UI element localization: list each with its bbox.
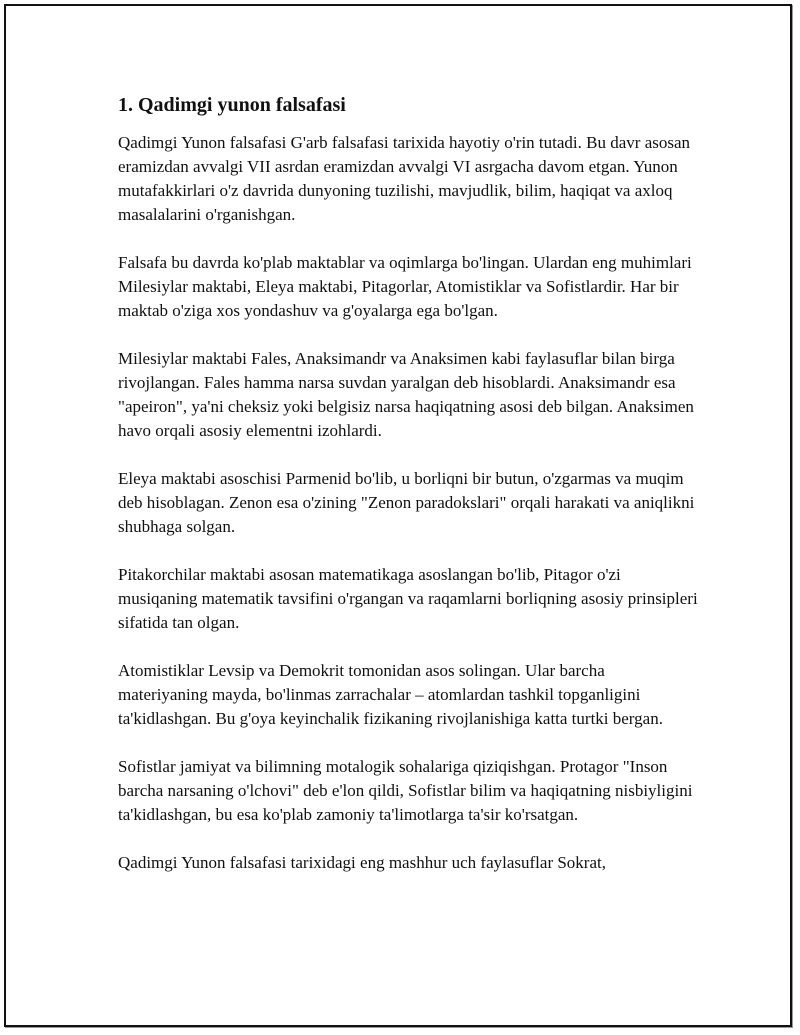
paragraph-6: Atomistiklar Levsip va Demokrit tomonidan asos solingan. Ular barcha materiyaning mayda, bo'linmas zarrachalar – atomlardan tashkil topganligini ta'kidlashgan. Bu g'oya keyinchalik fizikaning rivojlanishiga katta turtki bergan. (118, 661, 663, 728)
paragraph-1: Qadimgi Yunon falsafasi G'arb falsafasi tarixida hayotiy o'rin tutadi. Bu davr asosan eramizdan avvalgi VII asrdan eramizdan avvalgi VI asrgacha davom etgan. Yunon mutafakkirlari o'z davrida dunyoning tuzilishi, mavjudlik, bilim, haqiqat va axloq masalalarini o'rganishgan. (118, 133, 691, 224)
paragraph-7: Sofistlar jamiyat va bilimning motalogik sohalariga qiziqishgan. Protagor "Inson barcha narsaning o'lchovi" deb e'lon qildi, Sofistlar bilim va haqiqatning nisbiyligini ta'kidlashgan, bu esa ko'plab zamoniy ta'limotlarga ta'sir ko'rsatgan. (118, 757, 693, 824)
paragraph-3: Milesiylar maktabi Fales, Anaksimandr va Anaksimen kabi faylasuflar bilan birga rivojlangan. Fales hamma narsa suvdan yaralgan deb hisoblardi. Anaksimandr esa "apeiron", ya'ni cheksiz yoki belgisiz narsa haqiqatning asosi deb bilgan. Anaksimen havo orqali asosiy elementni izohlardi. (118, 349, 694, 440)
paragraph-5: Pitakorchilar maktabi asosan matematikaga asoslangan bo'lib, Pitagor o'zi musiqaning matematik tavsifini o'rgangan va raqamlarni borliqning asosiy prinsipleri sifatida tan olgan. (118, 565, 698, 632)
paragraph-4: Eleya maktabi asoschisi Parmenid bo'lib, u borliqni bir butun, o'zgarmas va muqim deb hisoblagan. Zenon esa o'zining "Zenon paradokslari" orqali harakati va aniqlikni shubhaga solgan. (118, 469, 695, 536)
paragraph-8: Qadimgi Yunon falsafasi tarixidagi eng mashhur uch faylasuflar Sokrat, (118, 853, 606, 872)
paragraph-2: Falsafa bu davrda ko'plab maktablar va oqimlarga bo'lingan. Ulardan eng muhimlari Milesiylar maktabi, Eleya maktabi, Pitagorlar, Atomistiklar va Sofistlardir. Har bir maktab o'ziga xos yondashuv va g'oyalarga ega bo'lgan. (118, 253, 692, 320)
section-heading: 1. Qadimgi yunon falsafasi (118, 94, 346, 116)
document-body (118, 92, 698, 899)
